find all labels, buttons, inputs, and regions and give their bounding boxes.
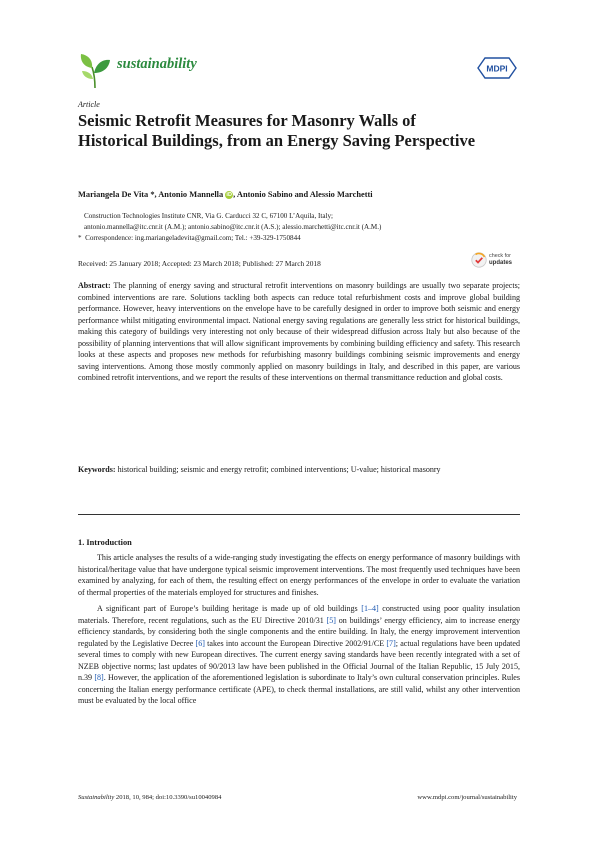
keywords-label: Keywords: [78,465,116,474]
correspondence-line [78,233,478,244]
keywords [78,464,520,476]
footer-citation [78,794,221,801]
citation-link[interactable]: [6] [195,638,205,648]
text-run: A significant part of Europe’s building heritage is made up of old buildings [97,604,362,613]
abstract-text: The planning of energy saving and structural retrofit interventions on masonry buildings are usually two separate projects; combined interventions are rare. Solutions tackling both aspects can reduce total refurbishment costs and improve global building performance. However, heavy interventions on the envelope have to be carefully designed in order to improve both seismic and energy performance whilst mitigating environmental impact. National energy saving regulations are generally less strict for historical buildings, making this category of buildings very interesting not only because of their widespread diffusion across Italy but also because of the possibility of planning interventions that will allow significant improvements by combining building efficiency and safety. This research looks at these aspects and proposes new methods for refurbishing masonry buildings combining seismic improvements and energy saving interventions. Among those mostly commonly applied on masonry buildings in Italy, and described in this paper, are various combined retrofit interventions, and we report the results of these interventions on thermal transmittance reduction and global costs. [78,281,520,382]
author-emails: antonio.mannella@itc.cnr.it (A.M.); antonio.sabino@itc.cnr.it (A.S.); alessio.marchetti@itc.cnr.it (A.M.) [84,222,382,231]
orcid-icon[interactable]: iD [226,192,232,198]
text-run: on buildings’ energy efficiency, aim to increase energy efficiency standards, by considering both the single components and the entire building. In Italy, the energy improvement intervention regulated by the Legislative Decree [78,615,520,648]
correspondence-text: Correspondence: ing.mariangeladevita@gmail.com; Tel.: +39-329-1750844 [85,233,301,242]
paragraph: This article analyses the results of a wide-ranging study investigating the effects on energy performance of masonry buildings with historical/heritage value that have undergone typical seismic improvement interventions. The most frequently used techniques have been examined by analyzing, for each of them, the resulting effect on energy performances of the envelope in order to evaluate the variation of thermal properties of the materials employed for structures and finishes. [78,553,520,597]
citation-link[interactable]: [5] [326,615,336,625]
author-list [78,190,518,199]
affiliation-line: Construction Technologies Institute CNR, Via G. Carducci 32 C, 67100 L’Aquila, Italy; [84,212,333,220]
text-run: ; actual regulations have been updated several times to comply with new European directives. The current energy saving standards have been recently integrated with a set of NZEB objective norms; last updates of 90/2013 law have been published in the Official Journal of the Italian Republic, 15 July 2015, n.39 [78,638,520,682]
check-updates-badge[interactable] [471,250,523,272]
citation-link[interactable]: [7] [386,638,396,648]
publication-dates: Received: 25 January 2018; Accepted: 23 March 2018; Published: 27 March 2018 [78,259,321,268]
check-updates-line1: check for [489,253,511,259]
check-updates-line2: updates [489,259,513,266]
footer-journal: Sustainability [78,794,115,801]
article-type: Article [78,100,100,109]
text-run: . However, the application of the aforementioned legislation is subordinate to Italy’s own cultural conservation principles. Rules concerning the Italian energy performance certificate (APE), to check thermal installations, are still valid, whilst any other intervention must be evaluated by the local office [78,673,521,705]
section-heading-introduction: 1. Introduction [78,538,132,547]
affiliation-block [78,211,478,243]
authors-part2: , Antonio Sabino and Alessio Marchetti [233,190,373,199]
journal-name: sustainability [117,56,197,72]
article-title: Seismic Retrofit Measures for Masonry Walls of Historical Buildings, from an Energy Saving Perspective [78,111,476,150]
keywords-text: historical building; seismic and energy retrofit; combined interventions; U-value; historical masonry [117,465,441,474]
correspondence-star: * [78,233,82,242]
footer-citation-text: 2018, 10, 984; doi:10.3390/su10040984 [114,794,222,801]
text-run: constructed using poor quality insulation materials. Therefore, recent regulations, such as the EU Directive 2010/31 [78,604,520,625]
mdpi-logo-text: MDPI [486,63,508,74]
citation-link[interactable]: [1–4] [361,604,379,613]
mdpi-logo-icon [477,57,517,79]
paragraph [78,603,520,707]
check-updates-icon [471,252,487,268]
abstract [78,280,520,384]
section-divider [78,514,520,515]
footer-url[interactable]: www.mdpi.com/journal/sustainability [417,794,517,801]
abstract-label: Abstract: [78,281,111,290]
text-run: takes into account the European Directive 2002/91/CE [204,638,387,648]
introduction-body [78,552,520,707]
citation-link[interactable]: [8] [94,673,104,682]
journal-leaf-icon [78,51,112,89]
check-updates-label [489,253,512,266]
authors-part1: Mariangela De Vita *, Antonio Mannella [78,190,224,199]
